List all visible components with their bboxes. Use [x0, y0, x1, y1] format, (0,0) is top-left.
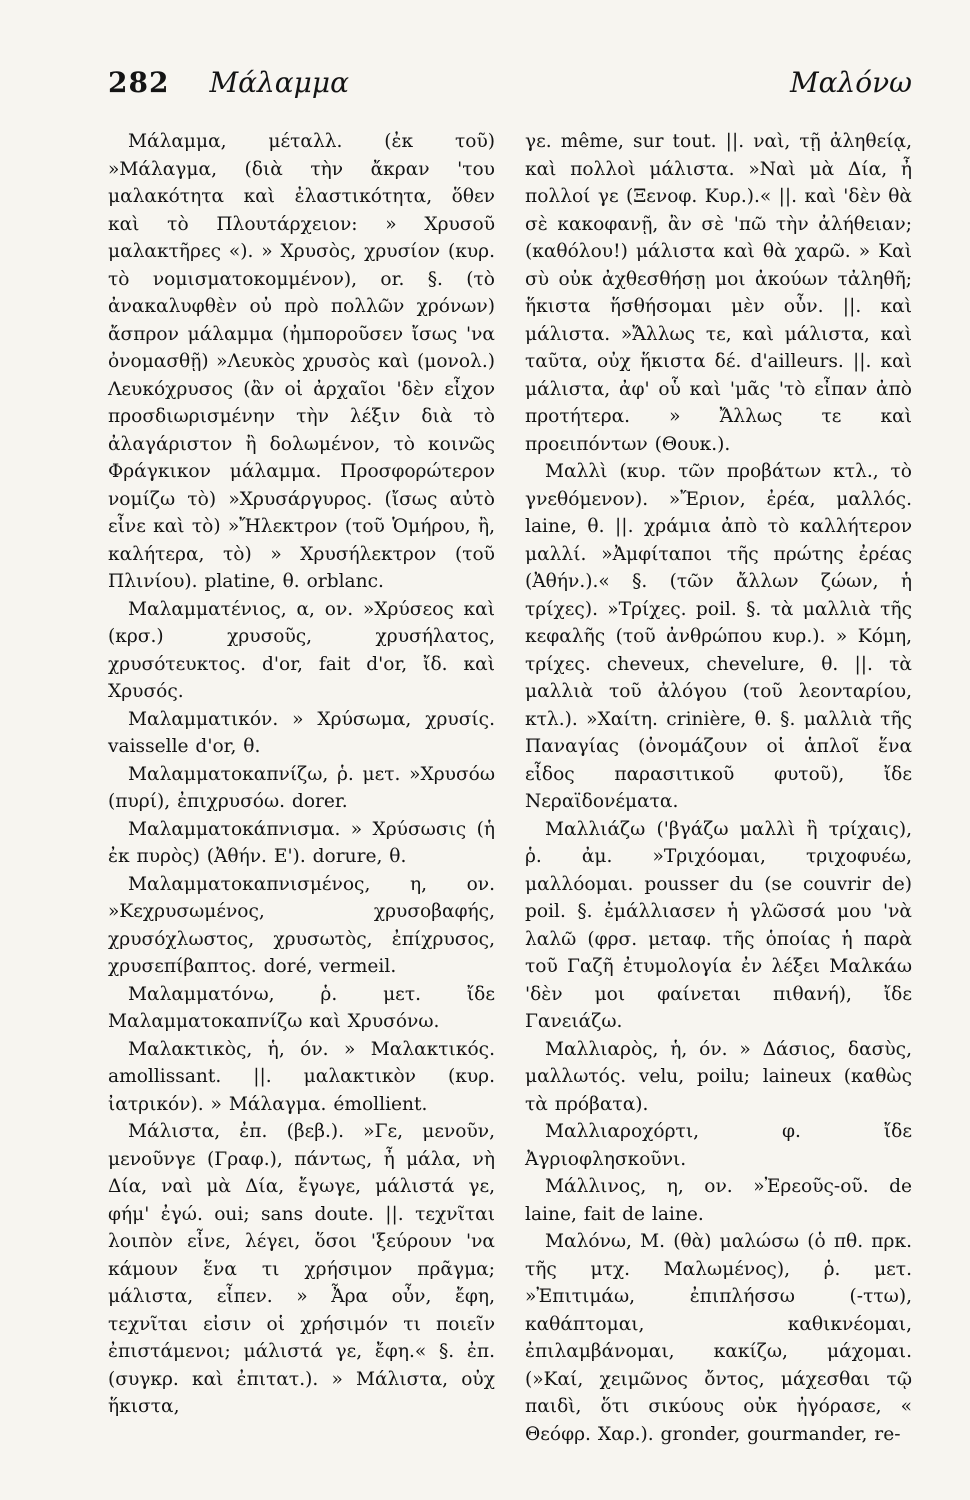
text-columns: [108, 128, 912, 1448]
dictionary-entry-continuation: γε. même, sur tout. ||. ναὶ, τῇ ἀληθείᾳ, καὶ πολλοὶ μάλιστα. »Ναὶ μὰ Δία, ἦ πολλοί γε (Ξενοφ. Κυρ.).« ||. καὶ 'δὲν θὰ σὲ κακοφανῇ, ἂν σὲ 'πῶ τὴν ἀλήθειαν; (καθόλου!) μάλιστα καὶ θὰ χαρῶ. » Καὶ σὺ οὐκ ἀχθεσθήσῃ μοι ἀκούων τἀληθῆ; ἥκιστα ἥσθήσομαι μὲν οὖν. ||. καὶ μάλιστα. »Ἄλλως τε, καὶ μάλιστα, καὶ ταῦτα, οὐχ ἥκιστα δέ. d'ailleurs. ||. καὶ μάλιστα, ἀφ' οὗ καὶ 'μᾶς 'τὸ εἶπαν ἀπὸ προτήτερα. » Ἄλλως τε καὶ προειπόντων (Θουκ.).: [525, 131, 912, 455]
dictionary-entry: Μαλλὶ (κυρ. τῶν προβάτων κτλ., τὸ γνεθόμενον). »Ἔριον, ἐρέα, μαλλός. laine, θ. ||. χράμια ἀπὸ τὸ καλλήτερον μαλλί. »Ἀμφίταποι τῆς πρώτης ἐρέας (Ἀθήν.).« §. (τῶν ἄλλων ζώων, ἡ τρίχες). »Τρίχες. poil. §. τὰ μαλλιὰ τῆς κεφαλῆς (τοῦ ἀνθρώπου κυρ.). » Κόμη, τρίχες. cheveux, chevelure, θ. ||. τὰ μαλλιὰ τοῦ ἀλόγου (τοῦ λεονταρίου, κτλ.). »Χαίτη. crinière, θ. §. μαλλιὰ τῆς Παναγίας (ὀνομάζουν οἱ ἁπλοῖ ἕνα εἶδος παρασιτικοῦ φυτοῦ), ἴδε Νεραϊδονέματα.: [525, 461, 912, 812]
right-guide-word: Μαλόνω: [789, 66, 912, 99]
dictionary-entry: Μαλαμματοκαπνίζω, ῥ. μετ. »Χρυσόω (πυρί), ἐπιχρυσόω. dorer.: [108, 763, 495, 812]
dictionary-entry: Μάλιστα, ἐπ. (βεβ.). »Γε, μενοῦν, μενοῦνγε (Γραφ.), πάντως, ἦ μάλα, νὴ Δία, ναὶ μὰ Δία, ἔγωγε, μάλιστά γε, φήμ' ἐγώ. oui; sans doute. ||. τεχνῖται λοιπὸν εἶνε, λέγει, ὅσοι 'ξεύρουν 'να κάμουν ἕνα τι χρήσιμον πρᾶγμα; μάλιστα, εἶπεν. » Ἆρα οὖν, ἔφη, τεχνῖται εἰσιν οἱ χρήσιμόν τι ποιεῖν ἐπιστάμενοι; μάλιστά γε, ἔφη.« §. ἐπ. (συγκρ. καὶ ἐπιτατ.). » Μάλιστα, οὐχ ἥκιστα,: [108, 1121, 495, 1417]
page-number: 282: [108, 66, 170, 99]
dictionary-entry: Μαλαμματένιος, α, ον. »Χρύσεος καὶ (κρσ.) χρυσοῦς, χρυσήλατος, χρυσότευκτος. d'or, fait d'or, ἴδ. καὶ Χρυσός.: [108, 598, 495, 702]
dictionary-entry: Μαλαμματικόν. » Χρύσωμα, χρυσίς. vaisselle d'or, θ.: [108, 708, 495, 757]
header-left: [108, 66, 349, 99]
dictionary-entry: Μάλαμμα, μέταλλ. (ἐκ τοῦ) »Μάλαγμα, (διὰ τὴν ἄκραν 'του μαλακότητα καὶ ἐλαστικότητα, ὅθεν καὶ τὸ Πλουτάρχειον: » Χρυσοῦ μαλακτῆρες «). » Χρυσὸς, χρυσίον (κυρ. τὸ νομισματοκομμένον), or. §. (τὸ ἀνακαλυφθὲν οὐ πρὸ πολλῶν χρόνων) ἄσπρον μάλαμμα (ἠμποροῦσεν ἴσως 'να ὀνομασθῇ) »Λευκὸς χρυσὸς καὶ (μονολ.) Λευκόχρυσος (ἂν οἱ ἀρχαῖοι 'δὲν εἶχον προσδιωρισμένην τὴν λέξιν διὰ τὸ ἀλαγάριστον ἢ δολωμένον, τὸ κοινῶς Φράγκικον μάλαμμα. Προσφορώτερον νομίζω τὸ) »Χρυσάργυρος. (ἴσως αὐτὸ εἶνε καὶ τὸ) »Ἤλεκτρον (τοῦ Ὁμήρου, ἢ, καλήτερα, τὸ) » Χρυσήλεκτρον (τοῦ Πλινίου). platine, θ. orblanc.: [108, 131, 495, 592]
dictionary-entry: Μαλαμματόνω, ῥ. μετ. ἴδε Μαλαμματοκαπνίζω καὶ Χρυσόνω.: [108, 983, 495, 1032]
dictionary-entry: Μαλακτικὸς, ἡ, όν. » Μαλακτικός. amollissant. ||. μαλακτικὸν (κυρ. ἰατρικόν). » Μάλαγμα. émollient.: [108, 1038, 495, 1115]
dictionary-entry: Μαλόνω, Μ. (θὰ) μαλώσω (ὁ πθ. πρκ. τῆς μτχ. Μαλωμένος), ῥ. μετ. »Ἐπιτιμάω, ἐπιπλήσσω (-ττω), καθάπτομαι, καθικνέομαι, ἐπιλαμβάνομαι, κακίζω, μάχομαι. (»Καί, χειμῶνος ὄντος, μάχεσθαι τῷ παιδὶ, ὅτι σικύους οὐκ ἠγόρασε, « Θεόφρ. Χαρ.). gronder, gourmander, re-: [525, 1231, 912, 1445]
page-header: [108, 66, 912, 112]
dictionary-entry: Μαλλιάζω ('βγάζω μαλλὶ ἢ τρίχαις), ῥ. ἀμ. »Τριχόομαι, τριχοφυέω, μαλλόομαι. pousser du (se couvrir de) poil. §. ἐμάλλιασεν ἡ γλῶσσά μου 'νὰ λαλῶ (φρσ. μεταφ. τῆς ὁποίας ἡ παρὰ τοῦ Γαζῆ ἐτυμολογία ἐν λέξει Μαλκάω 'δὲν μοι φαίνεται πιθανή), ἴδε Γανειάζω.: [525, 818, 912, 1032]
dictionary-entry: Μάλλινος, η, ον. »Ἐρεοῦς-οῦ. de laine, fait de laine.: [525, 1176, 912, 1225]
dictionary-entry: Μαλλιαροχόρτι, φ. ἴδε Ἀγριοφλησκοῦνι.: [525, 1121, 912, 1170]
dictionary-entry: Μαλλιαρὸς, ἡ, όν. » Δάσιος, δασὺς, μαλλωτός. velu, poilu; laineux (καθὼς τὰ πρόβατα).: [525, 1038, 912, 1115]
right-column: [525, 128, 912, 1448]
left-guide-word: Μάλαμμα: [209, 66, 349, 99]
dictionary-entry: Μαλαμματοκάπνισμα. » Χρύσωσις (ἡ ἐκ πυρὸς) (Ἀθήν. Ε'). dorure, θ.: [108, 818, 495, 867]
dictionary-entry: Μαλαμματοκαπνισμένος, η, ον. »Κεχρυσωμένος, χρυσοβαφής, χρυσόχλωστος, χρυσωτὸς, ἐπίχρυσος, χρυσεπίβαπτος. doré, vermeil.: [108, 873, 495, 977]
left-column: [108, 128, 495, 1448]
